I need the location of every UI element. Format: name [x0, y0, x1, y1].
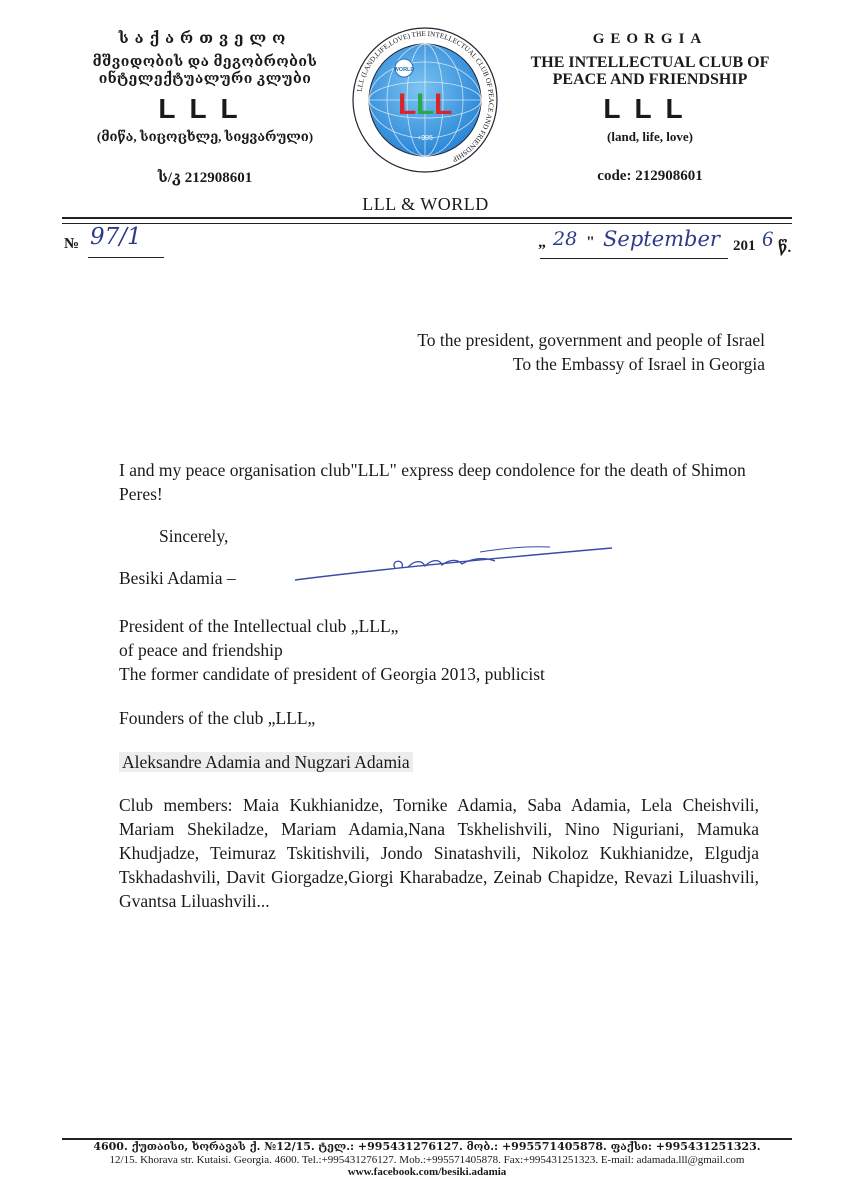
header-rule-thick — [62, 217, 792, 219]
georgian-code: ს/კ 212908601 — [157, 170, 253, 186]
founders-names — [119, 750, 413, 774]
date-close-quote: " — [586, 234, 595, 251]
founders-label: Founders of the club „LLL„ — [119, 708, 316, 728]
georgian-motto: (მიწა, სიცოცხლე, სიყვარული) — [96, 129, 314, 144]
date-day: 28 — [553, 228, 578, 250]
signer-name: Besiki Adamia – — [119, 568, 236, 588]
english-club-line1: THE INTELLECTUAL CLUB OF — [530, 54, 770, 71]
english-code: code: 212908601 — [597, 168, 703, 184]
logo-letter-l2: L — [416, 88, 435, 121]
reference-number: 97/1 — [90, 224, 142, 250]
letterhead-georgian — [60, 30, 350, 187]
english-country: GEORGIA — [592, 31, 708, 47]
english-lll-mark: LLL — [603, 93, 697, 124]
date-year-tail: წ. — [778, 240, 792, 256]
header-rule-thin — [62, 223, 792, 224]
reference-number-label: № — [64, 236, 80, 252]
georgian-club-line1: მშვიდობის და მეგობრობის — [92, 55, 318, 70]
signer-title-2: of peace and friendship — [119, 640, 283, 660]
club-members-paragraph: Club members: Maia Kukhianidze, Tornike Adamia, Saba Adamia, Lela Cheishvili, Mariam Shekiladze, Mariam Adamia,Nana Tskhelishvili, Nino Niguriani, Mamuka Khudjadze, Teimuraz Tskitishvili, Jondo Sinatashvili, Nikoloz Kukhianidze, Elgudja Tskhadashvili, Davit Giorgadze,Giorgi Kharabadze, Zeinab Chapidze, Revazi Liluashvili, Gvantsa Liluashvili... — [119, 795, 759, 911]
english-club-line2: PEACE AND FRIENDSHIP — [552, 71, 748, 88]
date-underline — [540, 258, 728, 259]
logo-ring-text: LLL (LAND,LIFE,LOVE) THE INTELLECTUAL CLUB OF PEACE AND FRIENDSHIP — [355, 29, 496, 164]
founders-names-text: Aleksandre Adamia and Nugzari Adamia — [119, 752, 413, 772]
logo-caption: LLL & WORLD — [362, 194, 489, 214]
georgian-club-line2: ინტელექტუალური კლუბი — [98, 72, 312, 87]
georgian-country: საქართველო — [118, 31, 292, 47]
closing: Sincerely, — [159, 526, 229, 546]
reference-underline — [88, 257, 164, 258]
footer-georgian-address: 4600. ქუთაისი, ხორავას ქ. №12/15. ტელ.: +995431276127. მობ.: +995571405878. ფაქსი: +995431251323. — [93, 1140, 761, 1153]
signer-title-1: President of the Intellectual club „LLL„ — [119, 616, 399, 636]
condolence-paragraph: I and my peace organisation club"LLL" express deep condolence for the death of Shimon Peres! — [119, 460, 746, 504]
date-open-quote: „ — [538, 234, 546, 251]
footer-website: www.facebook.com/besiki.adamia — [347, 1166, 507, 1178]
signer-title-3: The former candidate of president of Georgia 2013, publicist — [119, 664, 545, 684]
logo-letter-l1: L — [398, 88, 417, 121]
club-globe-logo — [350, 18, 500, 188]
english-motto: (land, life, love) — [607, 129, 693, 144]
recipient-block — [417, 328, 765, 376]
date-year: 201 — [733, 238, 756, 254]
handwritten-signature — [290, 540, 620, 590]
date-month: September — [603, 227, 720, 251]
footer-english-address: 12/15. Khorava str. Kutaisi. Georgia. 4600. Tel.:+995431276127. Mob.:+995571405878. Fax:+995431251323. E-mail: adamada.lll@gmail.com — [109, 1154, 745, 1166]
recipient-line: To the Embassy of Israel in Georgia — [512, 354, 765, 374]
recipient-line: To the president, government and people of Israel — [417, 330, 765, 350]
letterhead-english — [500, 30, 800, 185]
logo-letter-l3: L — [434, 88, 453, 121]
logo-world-badge-text: WORLD — [393, 67, 415, 73]
date-year-suffix: 6 — [762, 226, 773, 251]
logo-phone-code: +995 — [417, 135, 433, 142]
georgian-lll-mark: LLL — [158, 93, 252, 124]
